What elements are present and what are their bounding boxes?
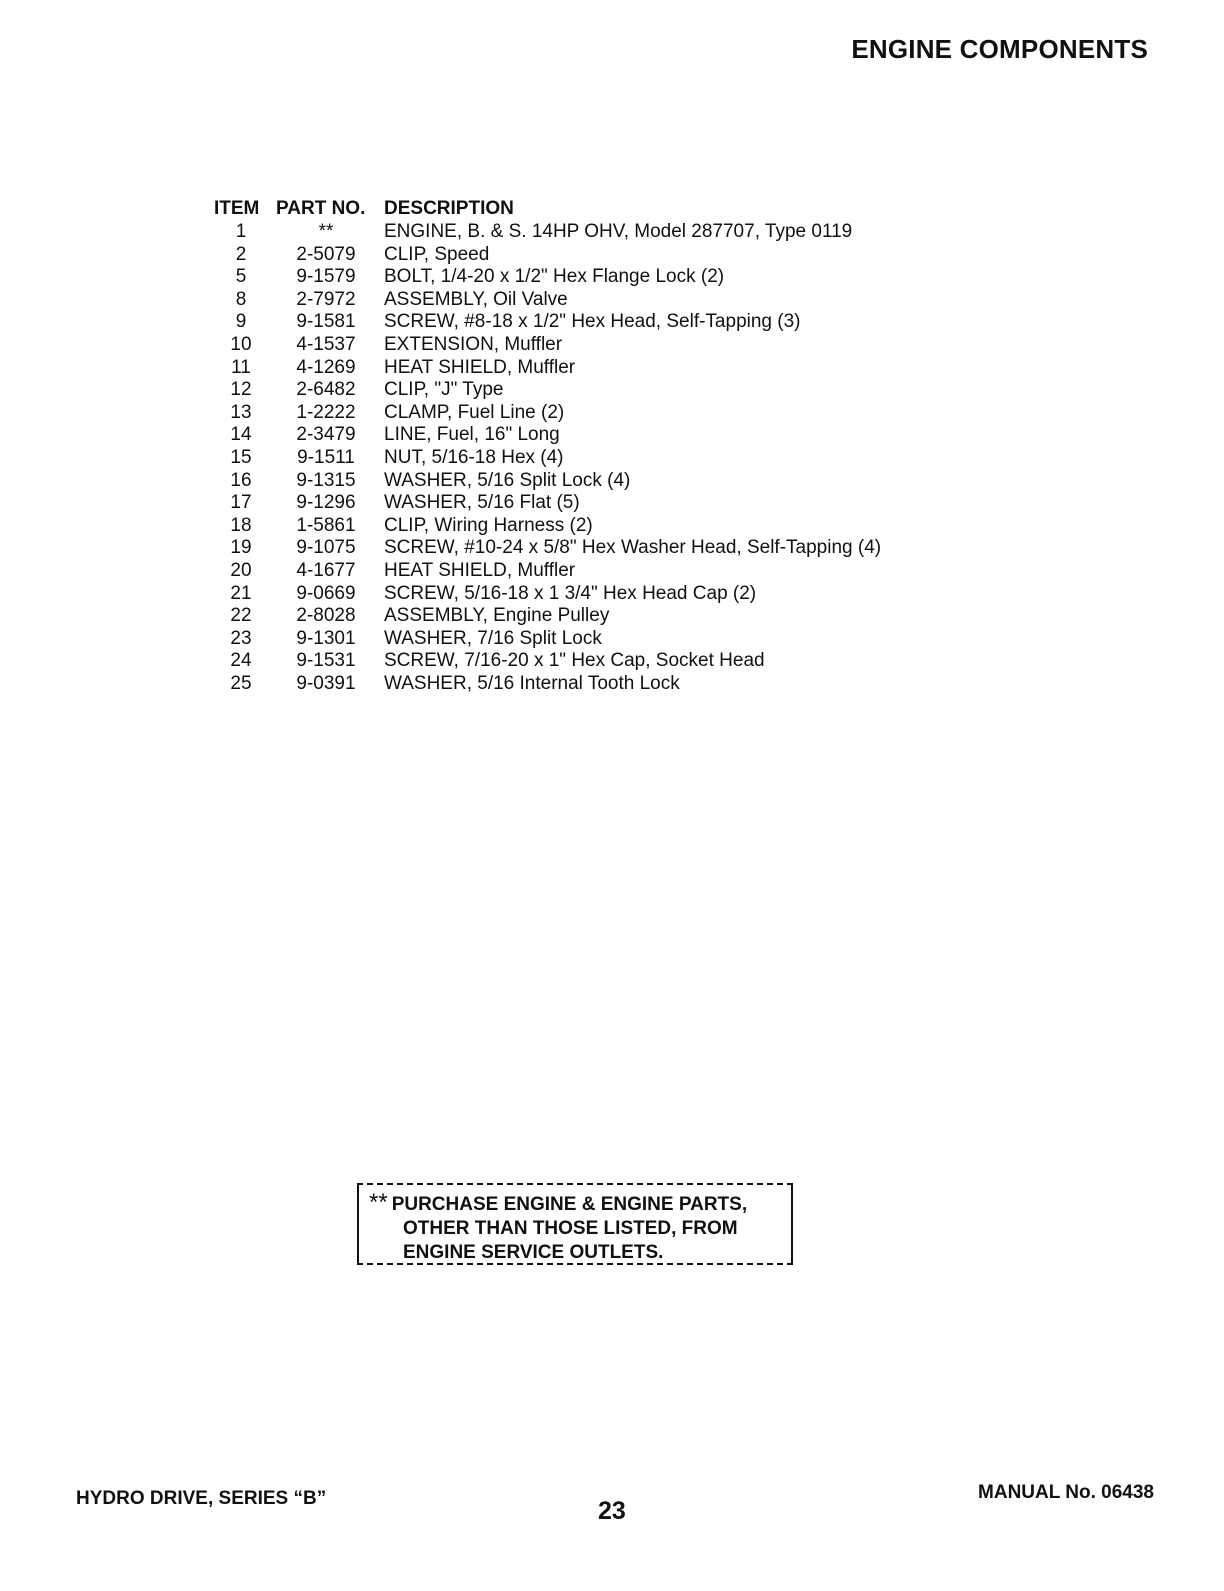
engine-parts-note: [357, 1183, 793, 1265]
item-number: 13: [230, 401, 252, 423]
part-number: 2-8028: [296, 605, 356, 627]
note-line-2: OTHER THAN THOSE LISTED, FROM: [403, 1218, 738, 1239]
table-row: [214, 311, 881, 334]
item-number: 15: [230, 446, 252, 468]
item-number: 21: [230, 582, 252, 604]
header-description: DESCRIPTION: [384, 198, 514, 219]
item-number: 8: [235, 288, 247, 310]
part-number: 4-1677: [296, 559, 356, 581]
part-description: LINE, Fuel, 16" Long: [384, 424, 560, 446]
note-text-1: PURCHASE ENGINE & ENGINE PARTS,: [391, 1194, 748, 1215]
item-number: 10: [230, 333, 252, 355]
part-number: 4-1537: [296, 333, 356, 355]
part-number: 9-1531: [296, 650, 356, 672]
table-row: [214, 402, 881, 425]
item-number: 23: [230, 627, 252, 649]
part-description: WASHER, 5/16 Split Lock (4): [384, 469, 631, 491]
item-number: 2: [235, 243, 247, 265]
part-description: SCREW, #8-18 x 1/2" Hex Head, Self-Tapping (3): [384, 311, 801, 333]
table-row: [214, 583, 881, 606]
part-number: 4-1269: [296, 356, 356, 378]
note-line-1: [369, 1191, 747, 1217]
part-description: HEAT SHIELD, Muffler: [384, 559, 576, 581]
item-number: 25: [230, 672, 252, 694]
part-number: 2-3479: [296, 424, 356, 446]
part-number: 9-0391: [296, 672, 356, 694]
item-number: 24: [230, 650, 252, 672]
table-row: [214, 266, 881, 289]
item-number: 16: [230, 469, 252, 491]
part-number: 9-1296: [296, 492, 356, 514]
table-row: [214, 424, 881, 447]
table-row: [214, 628, 881, 651]
item-number: 5: [235, 266, 247, 288]
table-row: [214, 357, 881, 380]
table-row: [214, 470, 881, 493]
part-number: 9-1301: [296, 627, 356, 649]
part-description: BOLT, 1/4-20 x 1/2" Hex Flange Lock (2): [384, 266, 725, 288]
part-description: EXTENSION, Muffler: [384, 333, 563, 355]
part-description: CLIP, Wiring Harness (2): [384, 514, 593, 536]
part-description: CLIP, Speed: [384, 243, 490, 265]
part-description: CLIP, "J" Type: [384, 379, 504, 401]
item-number: 18: [230, 514, 252, 536]
note-marker: **: [369, 1189, 388, 1216]
table-body: [214, 221, 881, 695]
part-number: 2-6482: [296, 379, 356, 401]
table-row: [214, 673, 881, 696]
part-description: SCREW, #10-24 x 5/8" Hex Washer Head, Self-Tapping (4): [384, 537, 882, 559]
item-number: 22: [230, 605, 252, 627]
part-number: 9-1511: [297, 446, 355, 468]
table-row: [214, 447, 881, 470]
table-row: [214, 334, 881, 357]
part-description: ASSEMBLY, Engine Pulley: [384, 605, 610, 627]
table-row: [214, 289, 881, 312]
part-description: SCREW, 7/16-20 x 1" Hex Cap, Socket Head: [384, 650, 765, 672]
item-number: 20: [230, 559, 252, 581]
part-description: ASSEMBLY, Oil Valve: [384, 288, 568, 310]
part-number: 9-1075: [296, 537, 356, 559]
item-number: 17: [230, 492, 252, 514]
part-number: 2-5079: [296, 243, 356, 265]
item-number: 11: [231, 356, 251, 378]
item-number: 12: [230, 379, 252, 401]
item-number: 1: [235, 221, 247, 242]
part-number: 9-0669: [296, 582, 356, 604]
part-number: **: [318, 221, 334, 242]
manual-number: MANUAL No. 06438: [978, 1482, 1154, 1503]
part-description: SCREW, 5/16-18 x 1 3/4" Hex Head Cap (2): [384, 582, 757, 604]
footer-series: HYDRO DRIVE, SERIES “B”: [76, 1488, 327, 1509]
header-item: ITEM: [214, 198, 260, 219]
part-description: WASHER, 5/16 Flat (5): [384, 492, 580, 514]
table-row: [214, 379, 881, 402]
part-description: WASHER, 5/16 Internal Tooth Lock: [384, 672, 680, 694]
item-number: 19: [230, 537, 252, 559]
part-number: 2-7972: [296, 288, 356, 310]
table-row: [214, 537, 881, 560]
part-number: 1-2222: [296, 401, 356, 423]
table-row: [214, 244, 881, 267]
part-description: HEAT SHIELD, Muffler: [384, 356, 576, 378]
page-title: ENGINE COMPONENTS: [851, 34, 1148, 64]
part-number: 9-1581: [296, 311, 356, 333]
part-number: 1-5861: [296, 514, 356, 536]
item-number: 14: [230, 424, 252, 446]
table-header: [214, 197, 881, 221]
header-part-no: PART NO.: [276, 198, 366, 219]
table-row: [214, 650, 881, 673]
part-description: CLAMP, Fuel Line (2): [384, 401, 565, 423]
table-row: [214, 492, 881, 515]
note-line-3: ENGINE SERVICE OUTLETS.: [403, 1242, 664, 1263]
part-description: WASHER, 7/16 Split Lock: [384, 627, 602, 649]
table-row: [214, 605, 881, 628]
part-number: 9-1579: [296, 266, 356, 288]
page-number: 23: [598, 1497, 626, 1525]
table-row: [214, 515, 881, 538]
part-number: 9-1315: [296, 469, 356, 491]
part-description: NUT, 5/16-18 Hex (4): [384, 446, 564, 468]
item-number: 9: [235, 311, 247, 333]
parts-table: [214, 197, 881, 695]
table-row: [214, 221, 881, 244]
table-row: [214, 560, 881, 583]
part-description: ENGINE, B. & S. 14HP OHV, Model 287707, Type 0119: [384, 221, 853, 242]
